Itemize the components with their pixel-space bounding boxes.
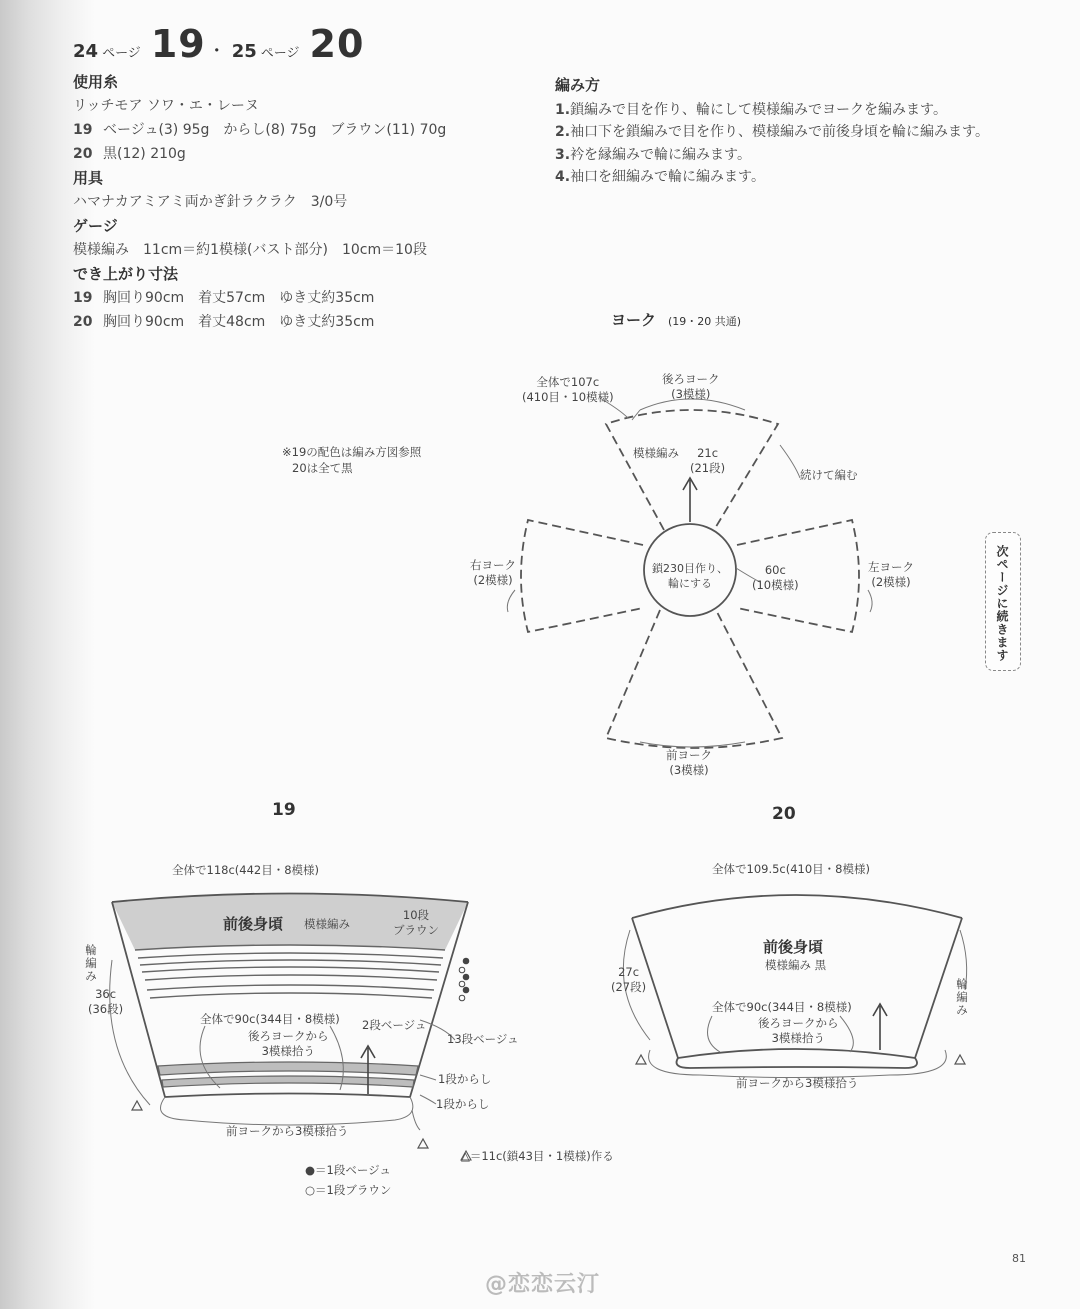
body19-title: 前後身頃 [223, 915, 284, 933]
color-note: ※19の配色は編み方図参照 20は全て黒 [282, 445, 422, 475]
tools-text: ハマナカアミアミ両かぎ針ラクラク 3/0号 [73, 194, 348, 210]
method-heading: 編み方 [555, 76, 601, 94]
yoke-right-label: 右ヨーク (2模様) [470, 558, 516, 587]
yoke-title: ヨーク (19・20 共通) [611, 311, 742, 329]
size-row-20: 20 胸回り90cm 着丈48cm ゆき丈約35cm [73, 314, 375, 330]
body20-bottom-total-label: 全体で90c(344目・8模様) [712, 1000, 852, 1014]
yoke-continue-label: 続けて編む [800, 468, 858, 482]
body20-ring-label: 輪編み [956, 977, 968, 1017]
method-step: 1.鎖編みで目を作り、輪にして模様編みでヨークを編みます。 [555, 101, 947, 118]
yoke-radius-label: 60c (10模様) [752, 563, 799, 592]
pattern-number-b: 20 [309, 22, 365, 66]
yoke-back-label: 後ろヨーク (3模様) [662, 372, 720, 401]
pattern-number-a: 19 [150, 22, 206, 66]
yoke-center-label: 鎖230目作り、 輪にする [652, 562, 728, 590]
body20-front-pick-label: 前ヨークから3模様拾う [736, 1076, 859, 1090]
yoke-height-label: 21c (21段) [690, 446, 726, 475]
body20-height-label: 27c (27段) [611, 965, 647, 994]
body19-pick-label: 後ろヨークから 3模様拾う [248, 1029, 329, 1058]
body19-mustard-band [158, 1062, 418, 1075]
body19-bottom [165, 1094, 410, 1098]
header-separator: ・ [207, 41, 226, 62]
body19-bottom-total-label: 全体で90c(344目・8模様) [200, 1012, 340, 1026]
body20-total-label: 全体で109.5c(410目・8模様) [712, 862, 870, 876]
page-ref-b: 25 [231, 41, 257, 62]
body19-ring-label: 輪編み [85, 943, 97, 983]
yoke-total-label: 全体で107c (410目・10模様) [522, 375, 614, 404]
size-row-19: 19 胸回り90cm 着丈57cm ゆき丈約35cm [73, 290, 375, 306]
body19-beige2-label: 2段ベージュ [362, 1018, 427, 1032]
legend-triangle: △＝11c(鎖43目・1模様)作る [461, 1149, 614, 1163]
body19-height-label: 36c (36段) [88, 987, 124, 1016]
page-unit-b: ページ [260, 46, 300, 61]
body20-number: 20 [772, 804, 796, 824]
body20-pick-label: 後ろヨークから 3模様拾う [758, 1016, 839, 1045]
body19-mustard1b-label: 1段からし [436, 1097, 490, 1111]
yarn-row-20: 20 黒(12) 210g [73, 146, 186, 162]
body19-row-dots [459, 958, 469, 1001]
body19-pattern-label: 模様編み [304, 917, 350, 931]
body20-outline-top [632, 895, 962, 918]
yoke-front-petal [606, 610, 782, 748]
method-step: 4.袖口を細編みで輪に編みます。 [555, 169, 765, 185]
gauge-heading: ゲージ [73, 217, 118, 235]
legend-dot-filled: ●＝1段ベージュ [305, 1163, 391, 1177]
gauge-text: 模様編み 11cm＝約1模様(バスト部分) 10cm＝10段 [73, 242, 427, 258]
yoke-left-label: 左ヨーク (2模様) [868, 560, 914, 589]
page-unit-a: ページ [102, 46, 141, 61]
body20-pattern-label: 模様編み 黒 [765, 958, 827, 972]
yoke-right-petal [521, 520, 643, 632]
yoke-front-label: 前ヨーク (3模様) [666, 748, 712, 777]
body19-front-pick-label: 前ヨークから3模様拾う [226, 1124, 349, 1138]
page-ref-a: 24 [73, 41, 99, 62]
method-step: 3.衿を縁編みで輪に編みます。 [555, 146, 751, 163]
continued-next-page-tab: 次ページに続きます [985, 532, 1021, 671]
body19-number: 19 [272, 800, 296, 820]
body19-brown10-label: 10段 ブラウン [393, 908, 439, 937]
page-number: 81 [1012, 1252, 1026, 1265]
watermark: @恋恋云汀 [485, 1272, 601, 1297]
tools-heading: 用具 [73, 169, 104, 187]
yoke-pattern-label: 模様編み [633, 446, 679, 460]
body19-beige13-label: 13段ベージュ [447, 1032, 519, 1046]
yarn-heading: 使用糸 [73, 73, 119, 91]
body19-mustard1a-label: 1段からし [438, 1072, 492, 1086]
method-step: 2.袖口下を鎖編みで目を作り、模様編みで前後身頃を輪に編みます。 [555, 124, 989, 140]
yarn-name: リッチモア ソワ・エ・レーヌ [73, 98, 259, 114]
size-heading: でき上がり寸法 [73, 265, 179, 283]
yarn-row-19: 19 ベージュ(3) 95g からし(8) 75g ブラウン(11) 70g [73, 122, 447, 138]
body20-bottom [678, 1049, 915, 1058]
body19-total-label: 全体で118c(442目・8模様) [172, 863, 320, 877]
body20-title: 前後身頃 [763, 938, 824, 956]
legend-dot-open: ○＝1段ブラウン [305, 1183, 392, 1197]
